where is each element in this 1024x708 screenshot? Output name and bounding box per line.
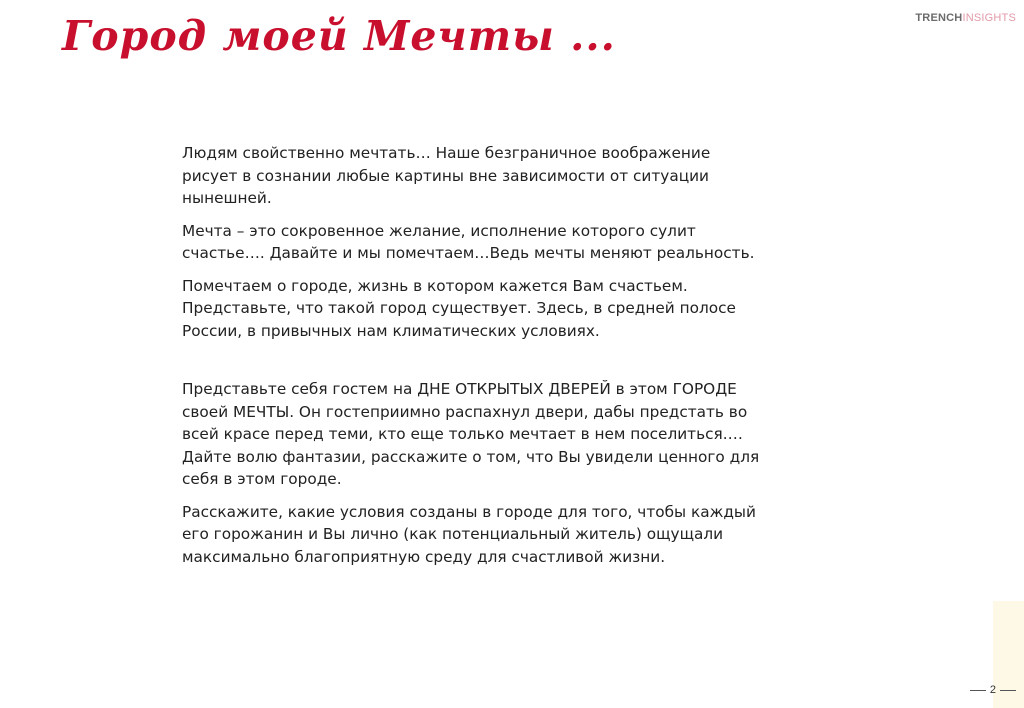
paragraph-4: Представьте себя гостем на ДНЕ ОТКРЫТЫХ ДВЕРЕЙ в этом ГОРОДЕ своей МЕЧТЫ. Он гостеприимно распахнул двери, дабы предстать во всей красе перед теми, кто еще только мечтает в нем поселиться.… Дайте волю фантазии, расскажите о том, что Вы увидели ценного для себя в этом городе. [182, 380, 760, 488]
slide-title: Город моей Мечты ... [62, 12, 616, 60]
page-number-dash-right [1000, 690, 1016, 691]
body-text [182, 142, 862, 578]
trenchinsights-logo [915, 12, 1016, 24]
paragraph-3: Помечтаем о городе, жизнь в котором кажется Вам счастьем. Представьте, что такой город существует. Здесь, в средней полосе России, в привычных нам климатических условиях. [182, 276, 736, 340]
logo-part-trench: TRENCH [915, 12, 963, 24]
page-number-dash-left [970, 690, 986, 691]
paragraph-2: Мечта – это сокровенное желание, исполнение которого сулит счастье…. Давайте и мы помечтаем…Ведь мечты меняют реальность. [182, 221, 755, 262]
page-number [966, 684, 1020, 696]
paragraph-1: Людям свойственно мечтать… Наше безграничное воображение рисует в сознании любые картины вне зависимости от ситуации нынешней. [182, 144, 711, 207]
paragraph-5: Расскажите, какие условия созданы в городе для того, чтобы каждый его горожанин и Вы лично (как потенциальный житель) ощущали максимально благоприятную среду для счастливой жизни. [182, 502, 756, 566]
logo-part-insights: INSIGHTS [962, 12, 1016, 24]
page-number-value: 2 [989, 684, 996, 696]
